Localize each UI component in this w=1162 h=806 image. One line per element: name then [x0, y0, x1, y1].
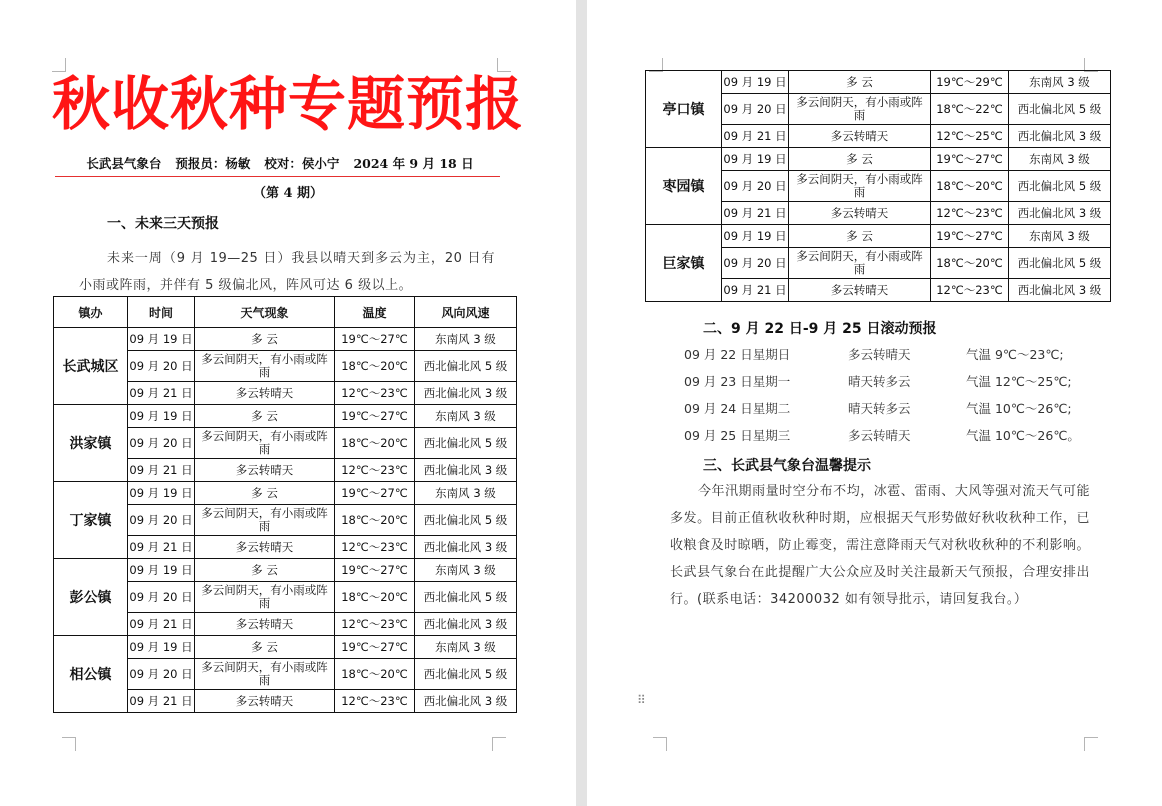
date-cell: 09 月 20 日	[722, 248, 789, 279]
date-cell: 09 月 21 日	[128, 459, 195, 482]
weather-cell: 多云间阴天，有小雨或阵雨	[195, 659, 335, 690]
section-3-heading[interactable]: 三、长武县气象台温馨提示	[703, 458, 871, 474]
temperature-cell: 19℃～27℃	[335, 328, 415, 351]
date-cell: 09 月 21 日	[722, 202, 789, 225]
temperature-cell: 12℃～23℃	[335, 382, 415, 405]
weather-cell: 多云转晴天	[789, 279, 931, 302]
table-row	[54, 636, 517, 659]
table-header-row	[54, 297, 517, 328]
wind-cell: 西北偏北风 3 级	[415, 459, 517, 482]
section-3-paragraph[interactable]: 今年汛期雨量时空分布不均，冰雹、雷雨、大风等强对流天气可能多发。目前正值秋收秋种时期，应根据天气形势做好秋收秋种工作，已收粮食及时晾晒，防止霉变，需注意降雨天气对秋收秋种的不利影响。长武县气象台在此提醒广大公众应及时关注最新天气预报，合理安排出行。(联系电话：34200032 如有领导批示，请回复我台。）	[670, 484, 1090, 607]
forecast-table-right[interactable]	[645, 70, 1111, 302]
temperature-cell: 19℃～27℃	[335, 405, 415, 428]
temperature-cell: 18℃～20℃	[931, 171, 1009, 202]
temperature-cell: 19℃～27℃	[335, 636, 415, 659]
column-header: 天气现象	[195, 297, 335, 328]
rolling-forecast-row	[684, 368, 1154, 395]
temperature-cell: 18℃～20℃	[931, 248, 1009, 279]
rolling-forecast-row	[684, 341, 1154, 368]
weather-cell: 多 云	[195, 559, 335, 582]
temperature-cell: 12℃～25℃	[931, 125, 1009, 148]
table-row	[54, 559, 517, 582]
weather-cell: 多云间阴天，有小雨或阵雨	[789, 171, 931, 202]
table-row	[54, 482, 517, 505]
temperature-cell: 19℃～27℃	[931, 225, 1009, 248]
temperature-cell: 18℃～20℃	[335, 428, 415, 459]
weather-cell: 多云转晴天	[789, 202, 931, 225]
issue-number[interactable]: （第 4 期）	[252, 186, 324, 201]
date-cell: 09 月 20 日	[722, 94, 789, 125]
date-cell: 09 月 20 日	[128, 428, 195, 459]
temperature-cell: 12℃～23℃	[931, 279, 1009, 302]
page-1	[0, 0, 576, 806]
weather-cell: 多云转晴天	[195, 382, 335, 405]
date-cell: 09 月 21 日	[722, 125, 789, 148]
section-1-heading[interactable]: 一、未来三天预报	[107, 216, 219, 232]
temperature-cell: 19℃～27℃	[335, 559, 415, 582]
temperature-cell: 18℃～20℃	[335, 351, 415, 382]
weather-cell: 多 云	[789, 148, 931, 171]
town-name: 彭公镇	[54, 559, 128, 636]
date-cell: 09 月 19 日	[128, 405, 195, 428]
rolling-weather: 多云转晴天	[848, 347, 911, 362]
wind-cell: 东南风 3 级	[415, 636, 517, 659]
weather-cell: 多云间阴天，有小雨或阵雨	[789, 94, 931, 125]
rolling-date: 09 月 24 日星期二	[684, 401, 791, 416]
temperature-cell: 18℃～22℃	[931, 94, 1009, 125]
column-header: 镇办	[54, 297, 128, 328]
rolling-temperature: 气温 12℃～25℃;	[966, 374, 1072, 389]
wind-cell: 东南风 3 级	[415, 482, 517, 505]
wind-cell: 东南风 3 级	[415, 559, 517, 582]
wind-cell: 西北偏北风 3 级	[1009, 202, 1111, 225]
weather-cell: 多云转晴天	[195, 459, 335, 482]
weather-cell: 多云间阴天，有小雨或阵雨	[195, 582, 335, 613]
weather-cell: 多云间阴天，有小雨或阵雨	[195, 428, 335, 459]
byline-date: 2024 年 9 月 18 日	[353, 156, 474, 171]
wind-cell: 西北偏北风 5 级	[415, 428, 517, 459]
byline-station: 长武县气象台	[86, 156, 162, 171]
weather-cell: 多 云	[789, 225, 931, 248]
wind-cell: 东南风 3 级	[415, 328, 517, 351]
date-cell: 09 月 20 日	[722, 171, 789, 202]
date-cell: 09 月 21 日	[128, 613, 195, 636]
wind-cell: 西北偏北风 5 级	[415, 351, 517, 382]
rolling-weather: 晴天转多云	[848, 401, 911, 416]
wind-cell: 西北偏北风 3 级	[1009, 125, 1111, 148]
wind-cell: 西北偏北风 5 级	[1009, 248, 1111, 279]
date-cell: 09 月 19 日	[128, 482, 195, 505]
wind-cell: 东南风 3 级	[1009, 225, 1111, 248]
town-name: 巨家镇	[646, 225, 722, 302]
date-cell: 09 月 20 日	[128, 659, 195, 690]
wind-cell: 东南风 3 级	[1009, 71, 1111, 94]
document-title[interactable]: 秋收秋种专题预报	[51, 70, 524, 138]
crop-mark	[62, 737, 76, 751]
byline-forecaster: 预报员：杨敏	[175, 156, 251, 171]
town-name: 长武城区	[54, 328, 128, 405]
date-cell: 09 月 19 日	[128, 328, 195, 351]
weather-cell: 多云间阴天，有小雨或阵雨	[789, 248, 931, 279]
table-row	[646, 71, 1111, 94]
town-name: 亭口镇	[646, 71, 722, 148]
temperature-cell: 18℃～20℃	[335, 582, 415, 613]
temperature-cell: 12℃～23℃	[335, 690, 415, 713]
table-row	[54, 405, 517, 428]
rolling-temperature: 气温 9℃～23℃;	[966, 347, 1064, 362]
temperature-cell: 19℃～29℃	[931, 71, 1009, 94]
temperature-cell: 12℃～23℃	[931, 202, 1009, 225]
wind-cell: 西北偏北风 5 级	[415, 582, 517, 613]
rolling-weather: 晴天转多云	[848, 374, 911, 389]
rolling-temperature: 气温 10℃～26℃。	[966, 428, 1080, 443]
crop-mark	[1084, 737, 1098, 751]
wind-cell: 西北偏北风 5 级	[1009, 94, 1111, 125]
town-name: 枣园镇	[646, 148, 722, 225]
temperature-cell: 19℃～27℃	[335, 482, 415, 505]
weather-cell: 多云转晴天	[789, 125, 931, 148]
temperature-cell: 12℃～23℃	[335, 536, 415, 559]
weather-cell: 多云间阴天，有小雨或阵雨	[195, 351, 335, 382]
date-cell: 09 月 19 日	[722, 71, 789, 94]
weather-cell: 多云转晴天	[195, 536, 335, 559]
wind-cell: 东南风 3 级	[1009, 148, 1111, 171]
temperature-cell: 19℃～27℃	[931, 148, 1009, 171]
rolling-date: 09 月 25 日星期三	[684, 428, 791, 443]
temperature-cell: 12℃～23℃	[335, 459, 415, 482]
title-divider	[55, 176, 500, 177]
temperature-cell: 18℃～20℃	[335, 659, 415, 690]
weather-cell: 多云转晴天	[195, 690, 335, 713]
weather-cell: 多 云	[195, 328, 335, 351]
date-cell: 09 月 19 日	[722, 225, 789, 248]
rolling-forecast-row	[684, 395, 1154, 422]
wind-cell: 西北偏北风 3 级	[415, 690, 517, 713]
wind-cell: 西北偏北风 5 级	[415, 659, 517, 690]
temperature-cell: 12℃～23℃	[335, 613, 415, 636]
weather-cell: 多 云	[195, 482, 335, 505]
column-header: 温度	[335, 297, 415, 328]
wind-cell: 西北偏北风 3 级	[415, 536, 517, 559]
date-cell: 09 月 21 日	[128, 536, 195, 559]
page-2	[587, 0, 1162, 806]
rolling-date: 09 月 22 日星期日	[684, 347, 791, 362]
rolling-weather: 多云转晴天	[848, 428, 911, 443]
town-name: 丁家镇	[54, 482, 128, 559]
section-1-paragraph[interactable]: 未来一周（9 月 19—25 日）我县以晴天到多云为主，20 日有小雨或阵雨，并伴有 5 级偏北风，阵风可达 6 级以上。	[79, 251, 495, 293]
crop-mark	[492, 737, 506, 751]
wind-cell: 东南风 3 级	[415, 405, 517, 428]
rolling-temperature: 气温 10℃～26℃;	[966, 401, 1072, 416]
weather-cell: 多 云	[195, 636, 335, 659]
rolling-date: 09 月 23 日星期一	[684, 374, 791, 389]
wind-cell: 西北偏北风 5 级	[1009, 171, 1111, 202]
wind-cell: 西北偏北风 5 级	[415, 505, 517, 536]
date-cell: 09 月 20 日	[128, 582, 195, 613]
table-row	[54, 328, 517, 351]
weather-cell: 多 云	[789, 71, 931, 94]
wind-cell: 西北偏北风 3 级	[1009, 279, 1111, 302]
crop-mark	[653, 737, 667, 751]
date-cell: 09 月 20 日	[128, 505, 195, 536]
town-name: 相公镇	[54, 636, 128, 713]
wind-cell: 西北偏北风 3 级	[415, 382, 517, 405]
date-cell: 09 月 19 日	[128, 559, 195, 582]
column-header: 风向风速	[415, 297, 517, 328]
byline-proofreader: 校对：侯小宁	[264, 156, 340, 171]
weather-cell: 多 云	[195, 405, 335, 428]
date-cell: 09 月 21 日	[722, 279, 789, 302]
temperature-cell: 18℃～20℃	[335, 505, 415, 536]
date-cell: 09 月 21 日	[128, 382, 195, 405]
byline[interactable]	[60, 154, 500, 172]
table-row	[646, 148, 1111, 171]
table-row	[646, 225, 1111, 248]
section-2-heading[interactable]: 二、9 月 22 日-9 月 25 日滚动预报	[703, 321, 937, 337]
town-name: 洪家镇	[54, 405, 128, 482]
wind-cell: 西北偏北风 3 级	[415, 613, 517, 636]
page-gap	[576, 0, 587, 806]
drag-handle-icon[interactable]: ⠿	[637, 693, 645, 707]
date-cell: 09 月 19 日	[128, 636, 195, 659]
date-cell: 09 月 19 日	[722, 148, 789, 171]
column-header: 时间	[128, 297, 195, 328]
weather-cell: 多云间阴天，有小雨或阵雨	[195, 505, 335, 536]
date-cell: 09 月 21 日	[128, 690, 195, 713]
rolling-forecast-row	[684, 422, 1154, 449]
weather-cell: 多云转晴天	[195, 613, 335, 636]
date-cell: 09 月 20 日	[128, 351, 195, 382]
forecast-table-left[interactable]	[53, 296, 517, 713]
